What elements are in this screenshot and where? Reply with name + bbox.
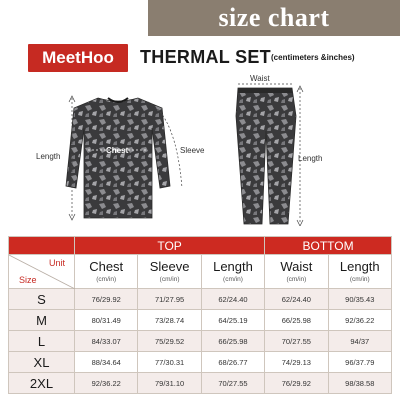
table-cell: 75/29.52 — [138, 331, 201, 352]
table-cell: 96/37.79 — [328, 352, 391, 373]
table-corner-header — [9, 237, 75, 255]
table-cell: 92/36.22 — [328, 310, 391, 331]
table-cell: 70/27.55 — [201, 373, 264, 394]
table-cell: 77/30.31 — [138, 352, 201, 373]
size-s: S — [9, 289, 75, 310]
table-cell: 70/27.55 — [265, 331, 328, 352]
table-cell: 62/24.40 — [201, 289, 264, 310]
column-header-chest: Chest (cm/in) — [75, 255, 138, 289]
table-cell: 66/25.98 — [201, 331, 264, 352]
table-row — [9, 331, 392, 352]
table-row — [9, 289, 392, 310]
table-cell: 66/25.98 — [265, 310, 328, 331]
size-table — [8, 236, 392, 394]
column-header-bottom-length: Length (cm/in) — [328, 255, 391, 289]
product-title: THERMAL SET — [140, 47, 271, 67]
group-bottom: BOTTOM — [265, 237, 392, 255]
group-top: TOP — [75, 237, 265, 255]
size-chart-banner: size chart — [148, 0, 400, 36]
brand-logo: MeetHoo — [28, 44, 128, 72]
table-cell: 80/31.49 — [75, 310, 138, 331]
unit-label: Unit — [48, 258, 65, 268]
pants-length-label: Length — [298, 154, 323, 163]
table-cell: 71/27.95 — [138, 289, 201, 310]
table-cell: 76/29.92 — [75, 289, 138, 310]
table-row — [9, 352, 392, 373]
table-cell: 74/29.13 — [265, 352, 328, 373]
waist-label: Waist — [250, 74, 270, 83]
column-header-waist: Waist (cm/in) — [265, 255, 328, 289]
table-cell: 73/28.74 — [138, 310, 201, 331]
size-2xl: 2XL — [9, 373, 75, 394]
column-header-sleeve: Sleeve (cm/in) — [138, 255, 201, 289]
unit-note: (centimeters &inches) — [271, 53, 355, 62]
size-l: L — [9, 331, 75, 352]
sleeve-label: Sleeve — [180, 146, 205, 155]
size-m: M — [9, 310, 75, 331]
table-cell: 98/38.58 — [328, 373, 391, 394]
unit-size-cell — [9, 255, 75, 289]
table-cell: 88/34.64 — [75, 352, 138, 373]
chest-label: Chest — [106, 146, 129, 155]
table-cell: 90/35.43 — [328, 289, 391, 310]
table-row — [9, 310, 392, 331]
table-cell: 64/25.19 — [201, 310, 264, 331]
thermal-bottom-pants — [236, 88, 296, 224]
thermal-top-shirt — [66, 98, 170, 218]
column-header-top-length: Length (cm/in) — [201, 255, 264, 289]
table-cell: 84/33.07 — [75, 331, 138, 352]
shirt-length-label: Length — [36, 152, 61, 161]
table-cell: 62/24.40 — [265, 289, 328, 310]
garment-figure — [0, 76, 400, 226]
size-xl: XL — [9, 352, 75, 373]
table-cell: 92/36.22 — [75, 373, 138, 394]
table-cell: 79/31.10 — [138, 373, 201, 394]
table-row — [9, 373, 392, 394]
table-cell: 94/37 — [328, 331, 391, 352]
table-cell: 68/26.77 — [201, 352, 264, 373]
size-label: Size — [19, 275, 37, 285]
table-cell: 76/29.92 — [265, 373, 328, 394]
